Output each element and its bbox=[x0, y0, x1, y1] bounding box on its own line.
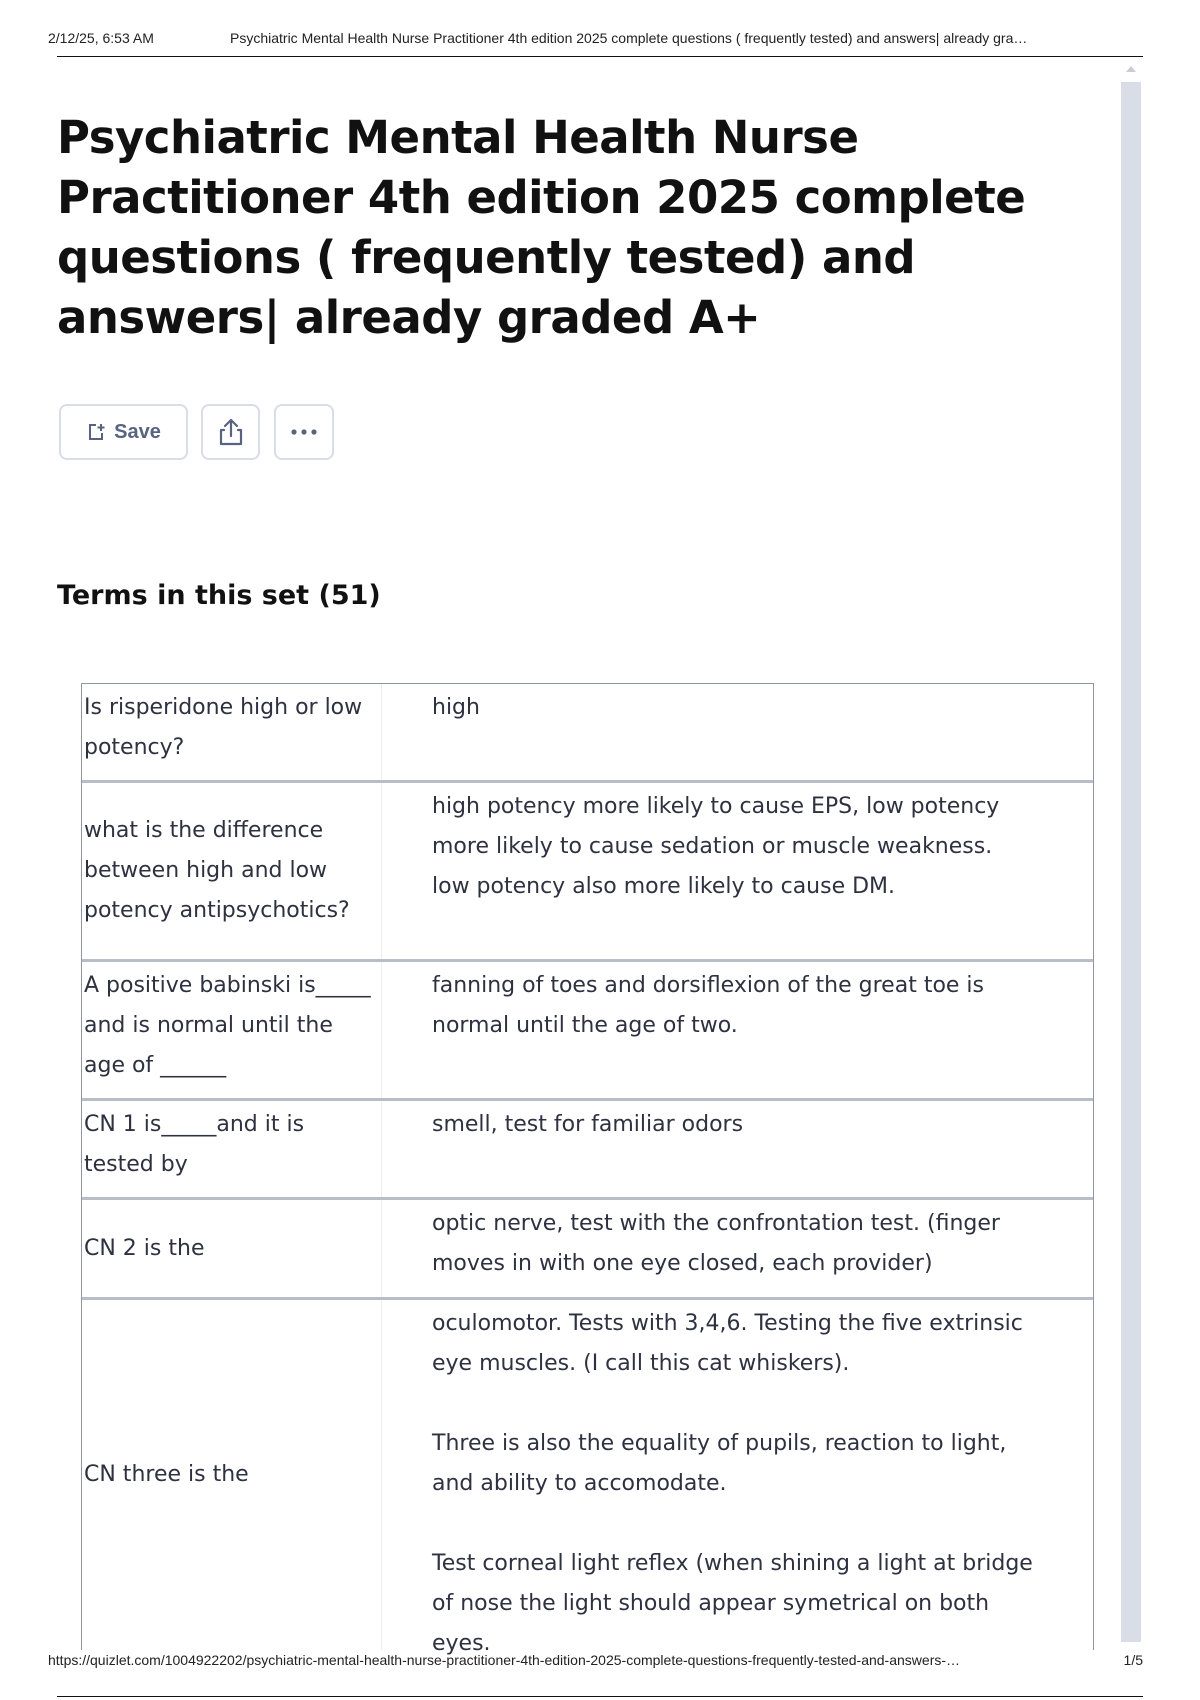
term-cell: what is the difference between high and low potency antipsychotics? bbox=[82, 783, 382, 959]
term-cell: CN three is the bbox=[82, 1300, 382, 1650]
table-row bbox=[82, 684, 1093, 783]
save-icon bbox=[86, 422, 106, 442]
term-cell: CN 1 is_____and it is tested by bbox=[82, 1101, 382, 1197]
terms-table bbox=[81, 683, 1094, 1656]
definition-cell: high potency more likely to cause EPS, low potency more likely to cause sedation or muscle weakness. low potency also more likely to cause DM. bbox=[432, 794, 1000, 899]
definition-cell: fanning of toes and dorsiflexion of the great toe is normal until the age of two. bbox=[432, 973, 985, 1038]
definition-cell: oculomotor. Tests with 3,4,6. Testing the five extrinsic eye muscles. (I call this cat whiskers). Three is also the equality of pupils, reaction to light, and ability to accomodate. Test corneal light reflex (when shining a light at bridge of nose the light should appear symetrical on both eyes. bbox=[432, 1311, 1033, 1656]
table-row bbox=[82, 783, 1093, 962]
term-cell: Is risperidone high or low potency? bbox=[82, 684, 382, 780]
header-divider bbox=[57, 56, 1143, 57]
term-cell: A positive babinski is_____ and is normal until the age of ______ bbox=[82, 962, 382, 1098]
more-options-button[interactable] bbox=[274, 404, 334, 460]
page-number: 1/5 bbox=[1123, 1652, 1143, 1668]
definition-cell: smell, test for familiar odors bbox=[432, 1112, 744, 1137]
save-button[interactable] bbox=[59, 404, 188, 460]
page-title: Psychiatric Mental Health Nurse Practitioner 4th edition 2025 complete questions ( frequently tested) and answers| already graded A+ bbox=[57, 111, 1026, 344]
print-footer bbox=[48, 1652, 1158, 1668]
print-header bbox=[48, 30, 1148, 46]
more-icon bbox=[290, 428, 318, 436]
table-row bbox=[82, 1101, 1093, 1200]
footer-divider bbox=[57, 1696, 1143, 1697]
share-icon bbox=[217, 417, 245, 447]
table-row bbox=[82, 1300, 1093, 1656]
print-doc-title: Psychiatric Mental Health Nurse Practitioner 4th edition 2025 complete questions ( frequently tested) and answers| already gra… bbox=[230, 30, 1028, 46]
definition-cell: optic nerve, test with the confrontation test. (finger moves in with one eye closed, each provider) bbox=[432, 1211, 1000, 1276]
print-url: https://quizlet.com/1004922202/psychiatric-mental-health-nurse-practitioner-4th-edition-2025-complete-questions-frequently-tested-and-answers-… bbox=[48, 1652, 961, 1668]
save-button-label: Save bbox=[114, 420, 161, 443]
table-row bbox=[82, 1200, 1093, 1300]
term-cell: CN 2 is the bbox=[82, 1200, 382, 1297]
scrollbar[interactable] bbox=[1121, 82, 1141, 1642]
definition-cell: high bbox=[432, 695, 480, 720]
terms-heading: Terms in this set (51) bbox=[57, 580, 381, 611]
share-button[interactable] bbox=[201, 404, 260, 460]
scroll-up-arrow-icon[interactable] bbox=[1126, 66, 1136, 72]
table-row bbox=[82, 962, 1093, 1101]
print-date: 2/12/25, 6:53 AM bbox=[48, 30, 154, 46]
